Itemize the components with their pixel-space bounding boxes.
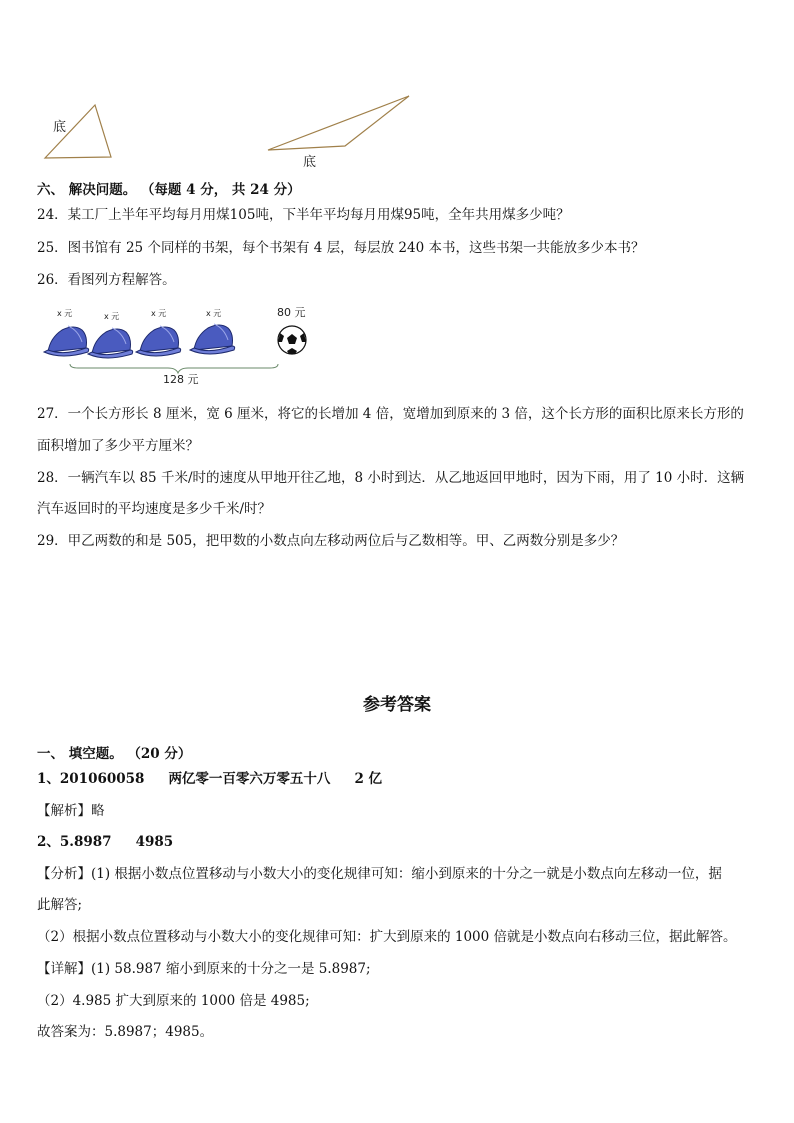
caps-ball-figure [0,300,794,390]
triangle-1-base-label: 底 [53,120,67,135]
cap-4-price: x 元 [206,309,222,318]
answer-2-analysis-line1: 【分析】(1) 根据小数点位置移动与小数大小的变化规律可知：缩小到原来的十分之一就是小数点向左移动一位，据 [37,866,722,882]
answer-2-analysis-line2: 此解答; [37,897,83,913]
triangle-2 [268,96,409,150]
brace-total-price: 128 元 [163,373,199,386]
section6-heading: 六、 解决问题。 （每题 4 分， 共 24 分） [37,182,301,198]
brace [70,364,278,373]
cap-1 [44,326,89,356]
soccer-ball-icon [278,326,306,354]
answer-2-first: 2、5.8987 [37,834,112,850]
cap-2 [88,328,133,358]
answer-2-second: 4985 [135,834,174,850]
answer-1 [37,770,382,788]
answer-1-number: 1、201060058 [37,771,145,787]
question-28-line1: 28．一辆汽车以 85 千米/时的速度从甲地开往乙地，8 小时到达．从乙地返回甲地时，因为下雨，用了 10 小时．这辆 [37,470,745,486]
answer-2-detail-line2: （2）4.985 扩大到原来的 1000 倍是 4985; [37,993,310,1009]
cap-2-price: x 元 [104,312,120,321]
question-27-line2: 面积增加了多少平方厘米？ [37,438,199,454]
cap-3 [136,326,181,356]
answer-2-conclusion: 故答案为：5.8987；4985。 [37,1024,214,1040]
triangle-figures [0,0,794,175]
question-28-line2: 汽车返回时的平均速度是多少千米/时？ [37,501,272,517]
question-24: 24．某工厂上半年平均每月用煤105吨，下半年平均每月用煤95吨，全年共用煤多少吨？ [37,207,570,223]
answers-title: 参考答案 [363,695,431,715]
answer-1-rounded: 2 亿 [354,771,383,787]
cap-4 [190,324,235,354]
question-27-line1: 27．一个长方形长 8 厘米，宽 6 厘米，将它的长增加 4 倍，宽增加到原来的 3 倍，这个长方形的面积比原来长方形的 [37,406,744,422]
answer-2-detail-line1: 【详解】(1) 58.987 缩小到原来的十分之一是 5.8987; [37,961,371,977]
ball-price: 80 元 [277,306,306,319]
answer-1-analysis: 【解析】略 [37,803,105,819]
question-26: 26．看图列方程解答。 [37,272,176,288]
answers-section1-heading: 一、 填空题。 （20 分） [37,746,192,762]
answer-2-analysis-line3: （2）根据小数点位置移动与小数大小的变化规律可知：扩大到原来的 1000 倍就是小数点向右移动三位，据此解答。 [37,929,737,945]
answer-2 [37,833,173,851]
question-25: 25．图书馆有 25 个同样的书架，每个书架有 4 层，每层放 240 本书，这些书架一共能放多少本书？ [37,240,645,256]
cap-3-price: x 元 [151,309,167,318]
triangle-2-base-label: 底 [303,155,317,170]
cap-1-price: x 元 [57,309,73,318]
answer-1-words: 两亿零一百零六万零五十八 [168,771,331,787]
question-29: 29．甲乙两数的和是 505，把甲数的小数点向左移动两位后与乙数相等。甲、乙两数分别是多少？ [37,533,625,549]
